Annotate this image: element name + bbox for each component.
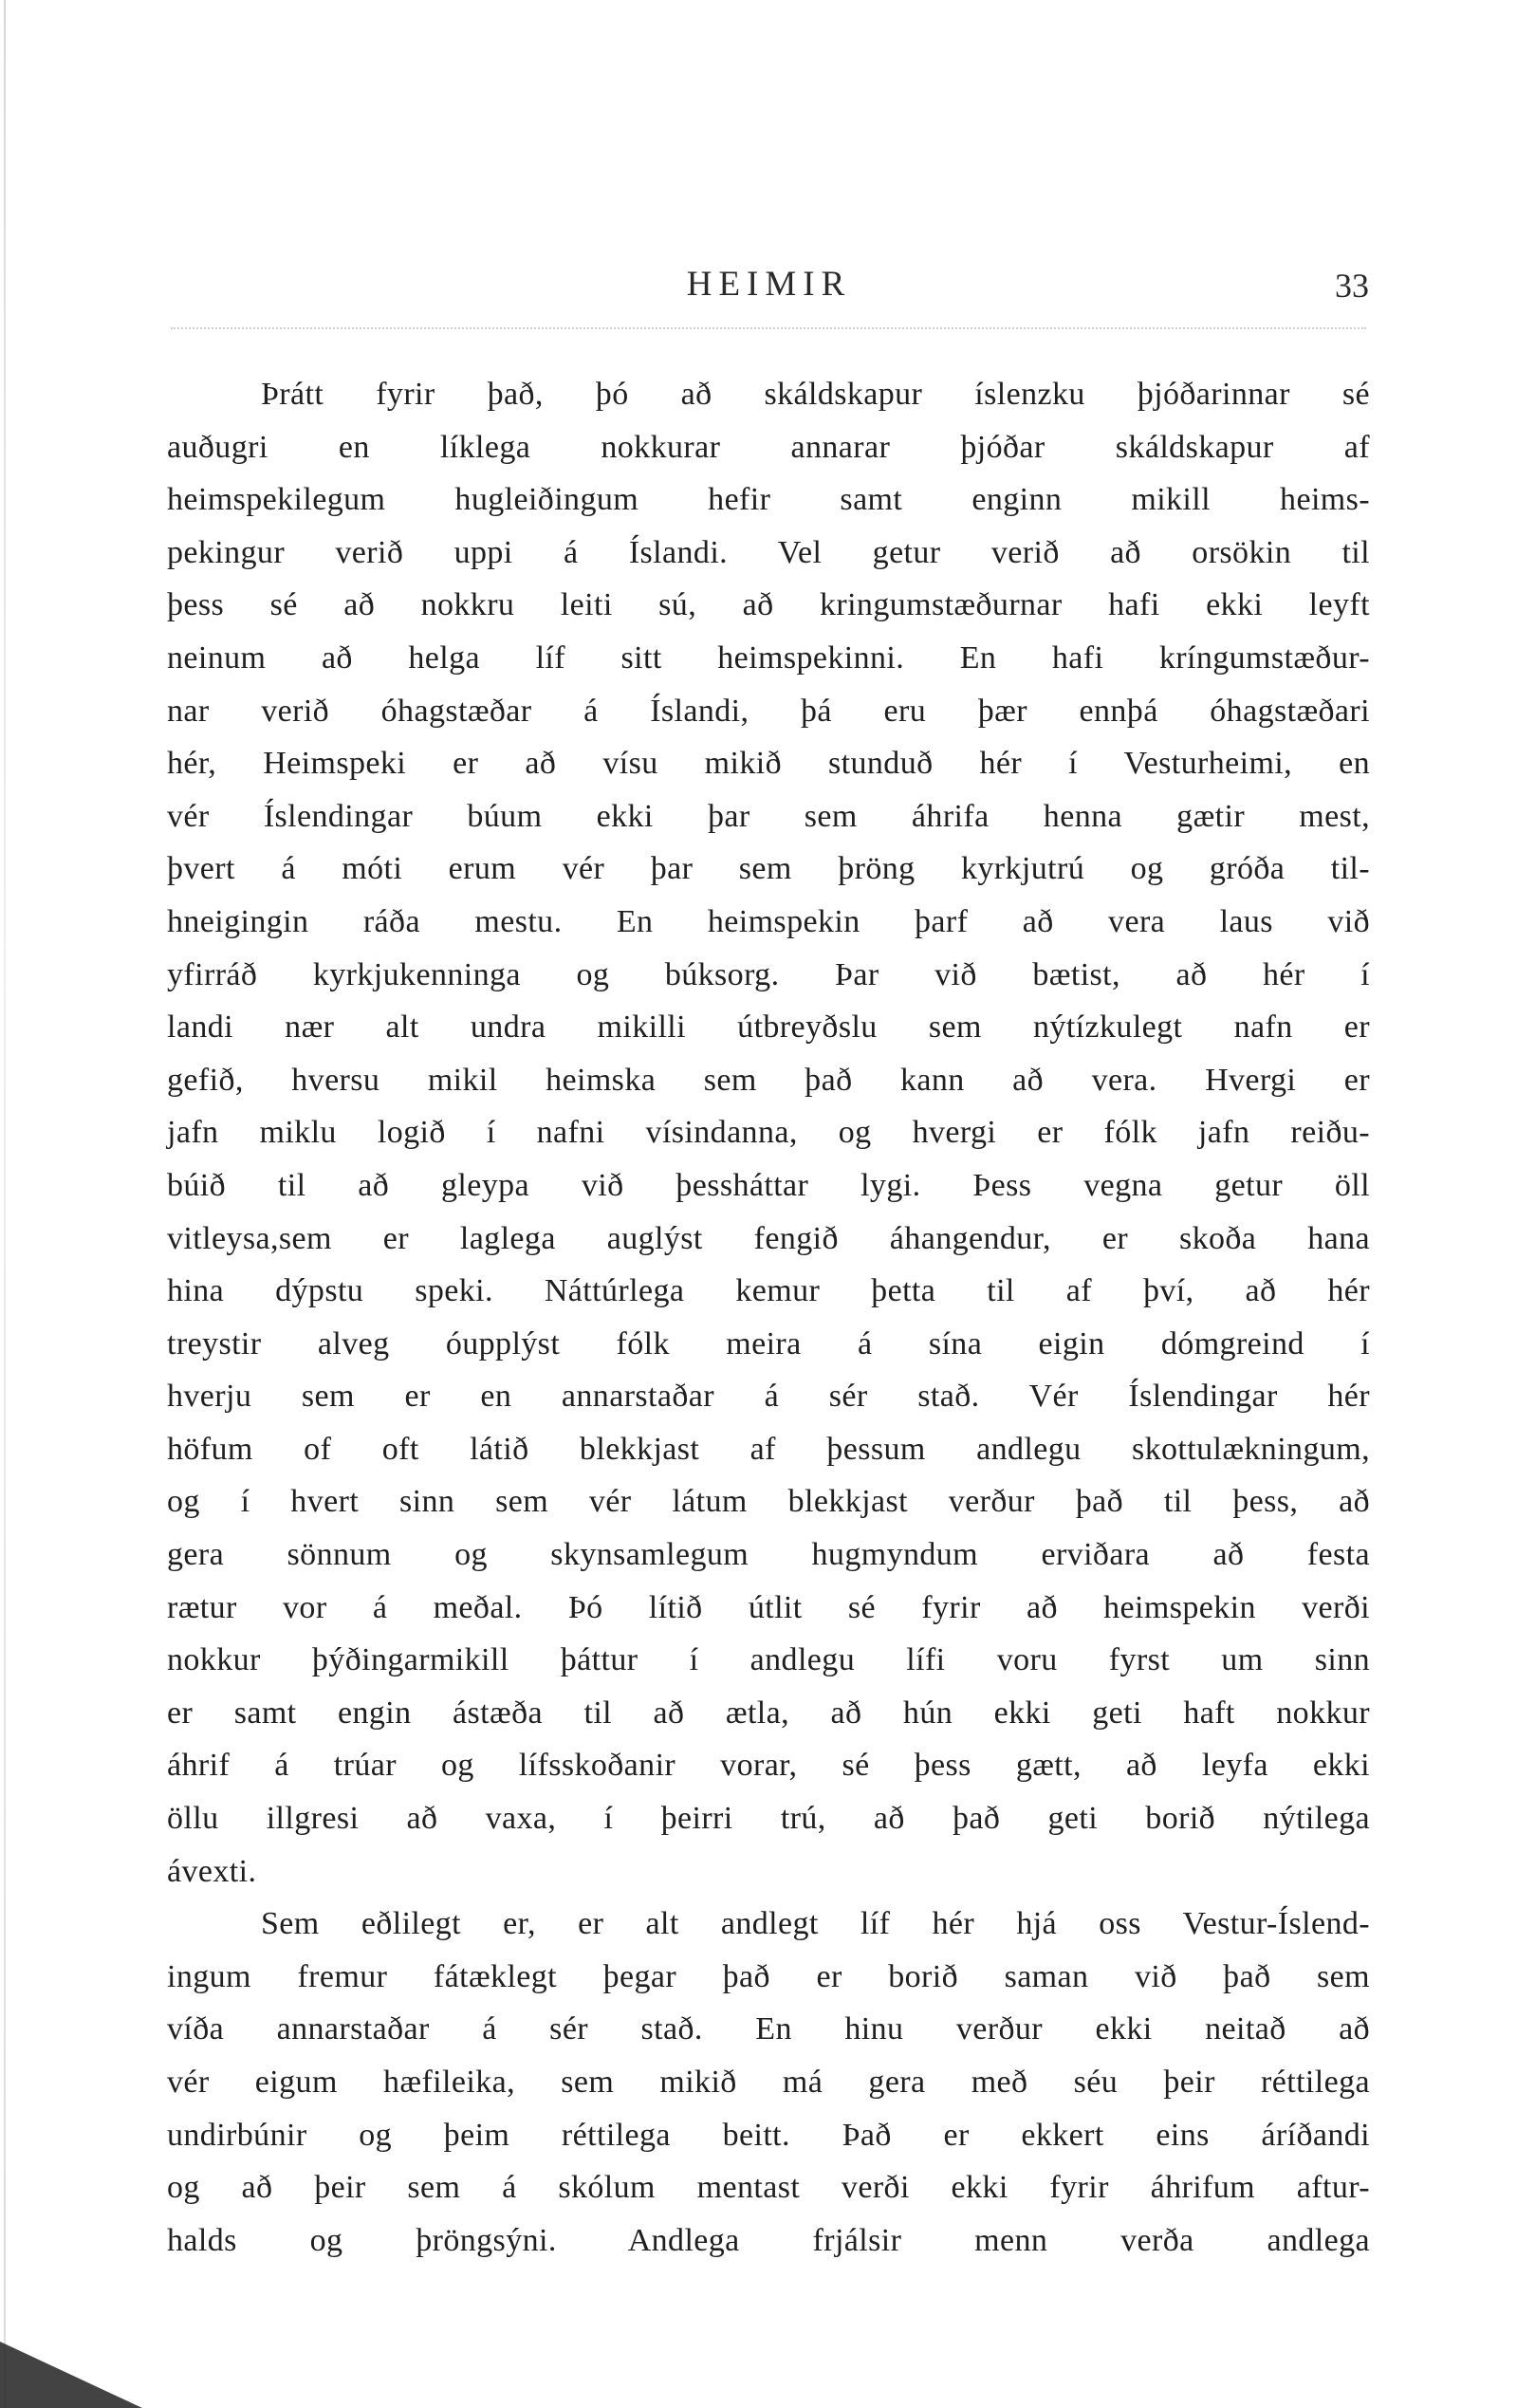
- text-line: gera sönnum og skynsamlegum hugmyndum erviðara að festa: [167, 1537, 1370, 1573]
- text-line: hneigingin ráða mestu. En heimspekin þarf að vera laus við: [167, 903, 1370, 939]
- text-line: treystir alveg óupplýst fólk meira á sína eigin dómgreind í: [167, 1325, 1370, 1361]
- text-line: pekingur verið uppi á Íslandi. Vel getur verið að orsökin til: [167, 534, 1370, 570]
- text-line: og að þeir sem á skólum mentast verði ekki fyrir áhrifum aftur-: [167, 2170, 1370, 2206]
- scan-edge: [4, 0, 6, 2408]
- text-line: undirbúnir og þeim réttilega beitt. Það er ekkert eins áríðandi: [167, 2117, 1370, 2153]
- header-rule: [171, 327, 1366, 329]
- text-line: heimspekilegum hugleiðingum hefir samt enginn mikill heims-: [167, 482, 1370, 518]
- text-line: vér eigum hæfileika, sem mikið má gera með séu þeir réttilega: [167, 2065, 1370, 2100]
- text-line: þvert á móti erum vér þar sem þröng kyrkjutrú og gróða til-: [167, 851, 1370, 887]
- text-line: neinum að helga líf sitt heimspekinni. En hafi kríngumstæður-: [167, 639, 1370, 676]
- running-head: [169, 264, 1369, 311]
- text-line: víða annarstaðar á sér stað. En hinu verður ekki neitað að: [167, 2011, 1370, 2047]
- text-line: hina dýpstu speki. Náttúrlega kemur þetta til af því, að hér: [167, 1273, 1370, 1309]
- text-line: þess sé að nokkru leiti sú, að kringumstæðurnar hafi ekki leyft: [167, 587, 1370, 623]
- text-line: jafn miklu logið í nafni vísindanna, og hvergi er fólk jafn reiðu-: [167, 1115, 1370, 1151]
- text-line: höfum of oft látið blekkjast af þessum andlegu skottulækningum,: [167, 1431, 1370, 1467]
- text-line: vitleysa,sem er laglega auglýst fengið áhangendur, er skoða hana: [167, 1220, 1370, 1256]
- paragraph-2: [167, 1898, 1370, 2267]
- text-line: hér, Heimspeki er að vísu mikið stunduð hér í Vesturheimi, en: [167, 746, 1370, 782]
- text-line: öllu illgresi að vaxa, í þeirri trú, að það geti borið nýtilega: [167, 1801, 1370, 1837]
- text-line: búið til að gleypa við þessháttar lygi. Þess vegna getur öll: [167, 1167, 1370, 1203]
- text-line: halds og þröngsýni. Andlega frjálsir menn verða andlega: [167, 2222, 1370, 2258]
- text-line: áhrif á trúar og lífsskoðanir vorar, sé þess gætt, að leyfa ekki: [167, 1748, 1370, 1784]
- text-line: gefið, hversu mikil heimska sem það kann að vera. Hvergi er: [167, 1062, 1370, 1098]
- text-line: ávexti.: [167, 1853, 257, 1889]
- text-line: og í hvert sinn sem vér látum blekkjast verður það til þess, að: [167, 1484, 1370, 1520]
- text-line: Sem eðlilegt er, er alt andlegt líf hér hjá oss Vestur-Íslend-: [261, 1906, 1370, 1942]
- text-line: nokkur þýðingarmikill þáttur í andlegu lífi voru fyrst um sinn: [167, 1642, 1370, 1678]
- text-line: nar verið óhagstæðar á Íslandi, þá eru þær ennþá óhagstæðari: [167, 693, 1370, 729]
- running-title: HEIMIR: [686, 265, 852, 304]
- text-line: yfirráð kyrkjukenninga og búksorg. Þar við bætist, að hér í: [167, 956, 1370, 992]
- scan-corner-shadow: [0, 2342, 142, 2408]
- text-line: er samt engin ástæða til að ætla, að hún ekki geti haft nokkur: [167, 1695, 1370, 1731]
- text-line: Þrátt fyrir það, þó að skáldskapur íslenzku þjóðarinnar sé: [261, 377, 1370, 412]
- text-line: ingum fremur fátæklegt þegar það er borið saman við það sem: [167, 1958, 1370, 1994]
- text-line: hverju sem er en annarstaðar á sér stað. Vér Íslendingar hér: [167, 1379, 1370, 1415]
- text-line: landi nær alt undra mikilli útbreyðslu sem nýtízkulegt nafn er: [167, 1010, 1370, 1046]
- page-number: 33: [1335, 267, 1369, 305]
- body-text: [167, 368, 1370, 2267]
- text-line: auðugri en líklega nokkurar annarar þjóðar skáldskapur af: [167, 429, 1370, 465]
- text-line: vér Íslendingar búum ekki þar sem áhrifa henna gætir mest,: [167, 798, 1370, 834]
- paragraph-1: [167, 368, 1370, 1898]
- text-line: rætur vor á meðal. Þó lítið útlit sé fyrir að heimspekin verði: [167, 1589, 1370, 1625]
